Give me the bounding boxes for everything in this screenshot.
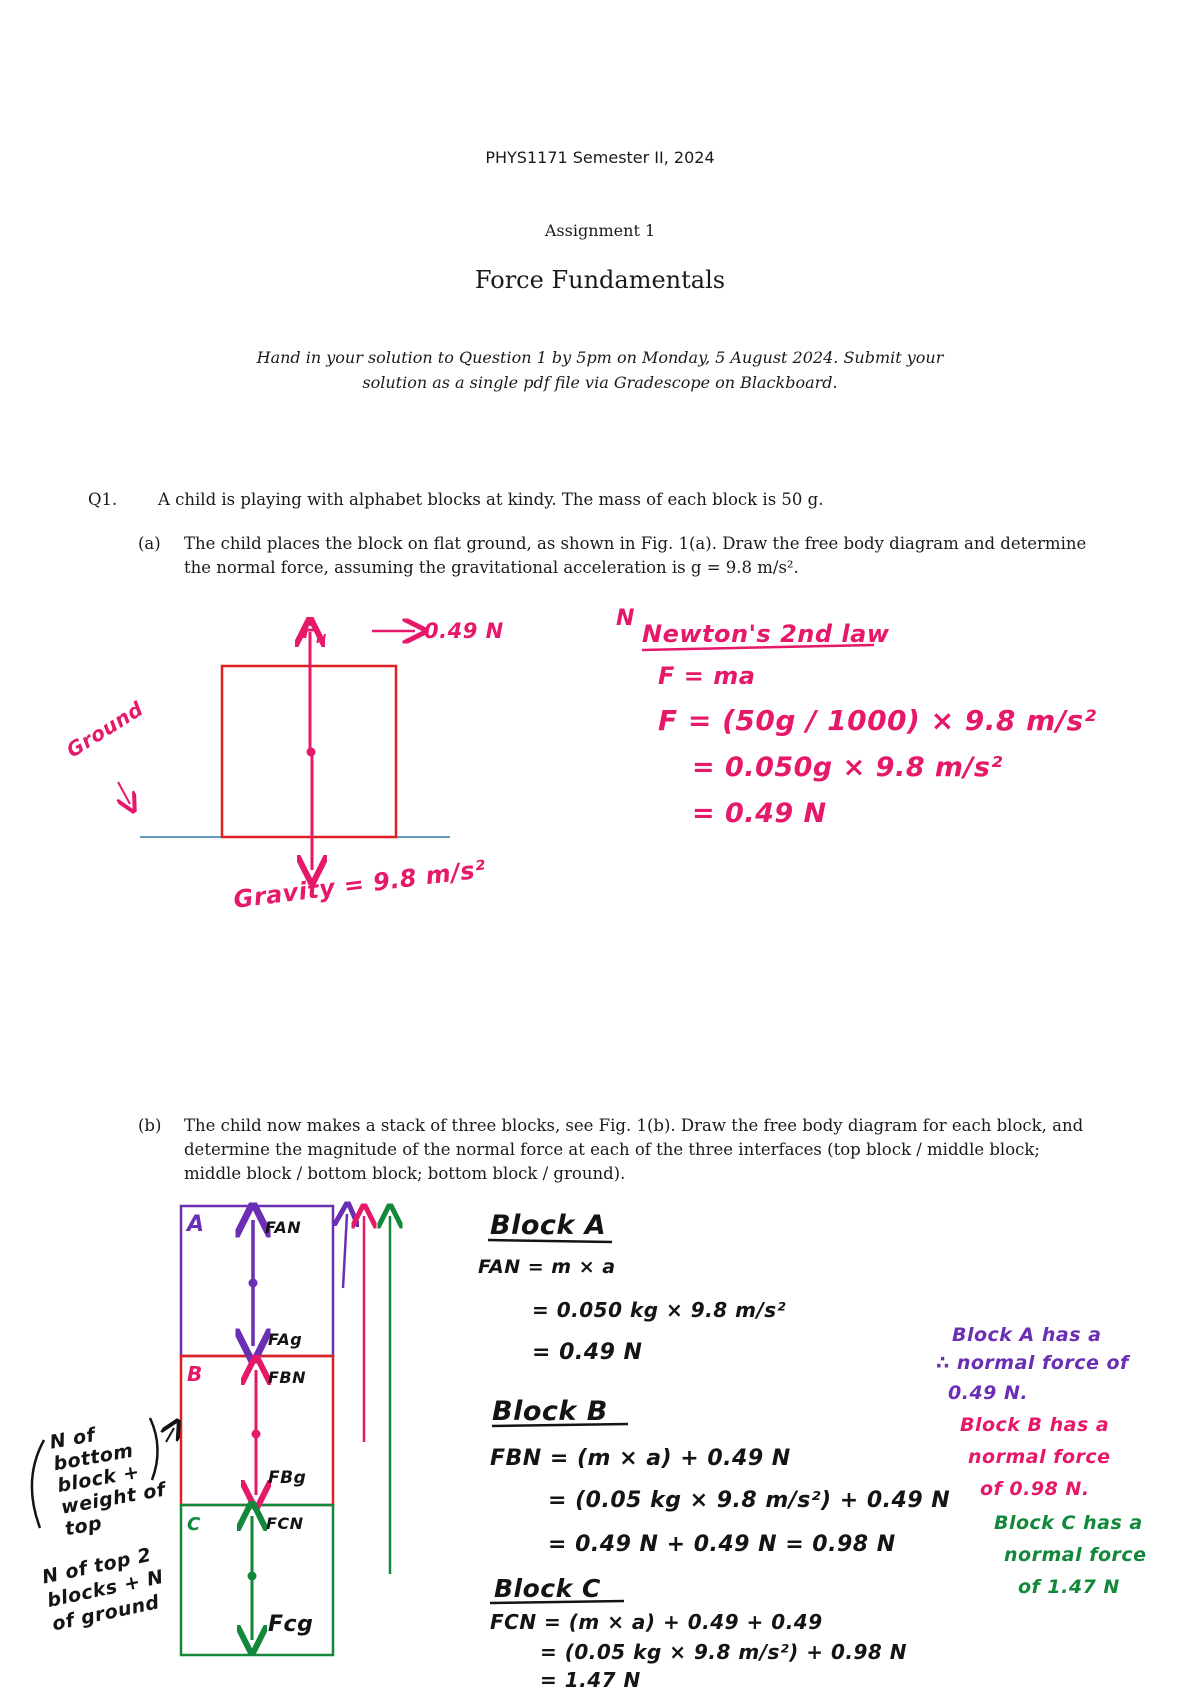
- side-note-bottom-block: N of bottom block + weight of top: [48, 1424, 168, 1541]
- side-note-bracket: [32, 1440, 44, 1528]
- assignment-label: Assignment 1: [544, 221, 656, 240]
- part-a-text-line-1: The child places the block on flat ground, as shown in Fig. 1(a). Draw the free body diagram and determine: [184, 534, 1087, 553]
- eq-f-sub: F = (50g / 1000) × 9.8 m/s²: [658, 704, 1097, 737]
- block-b-eq1: FBN = (m × a) + 0.49 N: [490, 1446, 791, 1471]
- fan-label: FAN: [265, 1218, 302, 1237]
- block-c-heading: Block C: [494, 1574, 601, 1603]
- part-b-text-line-3: middle block / bottom block; bottom block / ground).: [184, 1164, 626, 1183]
- summary-b-line-2: normal force: [968, 1446, 1111, 1468]
- instructions-line-1: Hand in your solution to Question 1 by 5pm on Monday, 5 August 2024. Submit your: [256, 348, 944, 367]
- course-header: PHYS1171 Semester II, 2024: [485, 148, 715, 167]
- summary-b-line-1: Block B has a: [960, 1414, 1110, 1436]
- block-a-letter: A: [187, 1212, 205, 1237]
- page-title: Force Fundamentals: [474, 266, 726, 294]
- fag-label: FAg: [268, 1330, 303, 1349]
- eq-step: = 0.050g × 9.8 m/s²: [692, 752, 1003, 783]
- fcg-label: Fcg: [268, 1612, 314, 1637]
- stack-arrow-purple: [343, 1214, 347, 1288]
- ground-pointer: [118, 782, 130, 804]
- summary-a-line-3: 0.49 N.: [948, 1382, 1029, 1404]
- part-b-text-line-1: The child now makes a stack of three blocks, see Fig. 1(b). Draw the free body diagram for each block, and: [184, 1116, 1084, 1135]
- summary-c-line-2: normal force: [1004, 1544, 1147, 1566]
- block-c-letter: C: [187, 1514, 201, 1535]
- block-a-heading: Block A: [490, 1210, 607, 1241]
- question-number: Q1.: [88, 490, 118, 509]
- fn-value: 0.49 N: [424, 619, 504, 643]
- summary-a-line-2: ∴ normal force of: [936, 1352, 1129, 1374]
- side-note-pointer: [166, 1428, 174, 1442]
- block-b-eq2: = (0.05 kg × 9.8 m/s²) + 0.49 N: [548, 1488, 951, 1513]
- block-b-eq3: = 0.49 N + 0.49 N = 0.98 N: [548, 1532, 896, 1557]
- block-a-eq2: = 0.050 kg × 9.8 m/s²: [532, 1298, 786, 1322]
- eq-f-ma: F = ma: [658, 662, 756, 690]
- summary-c-line-1: Block C has a: [994, 1512, 1143, 1534]
- fcn-label: FCN: [266, 1514, 304, 1533]
- part-b-text-line-2: determine the magnitude of the normal force at each of the three interfaces (top block / middle block;: [184, 1140, 1040, 1159]
- center-dot: [307, 748, 316, 757]
- summary-b-line-3: of 0.98 N.: [980, 1478, 1090, 1500]
- fbg-label: FBg: [268, 1468, 307, 1488]
- part-b-label: (b): [138, 1116, 162, 1135]
- block-c-eq3: = 1.47 N: [540, 1668, 641, 1692]
- block-b-heading: Block B: [492, 1396, 608, 1427]
- instructions-line-2: solution as a single pdf file via Gradescope on Blackboard.: [362, 373, 838, 392]
- block-c-eq1: FCN = (m × a) + 0.49 + 0.49: [490, 1610, 823, 1634]
- block-a-eq3: = 0.49 N: [532, 1340, 643, 1365]
- summary-c-line-3: of 1.47 N: [1018, 1576, 1120, 1598]
- gravity-label: Gravity = 9.8 m/s²: [232, 855, 488, 914]
- part-a-label: (a): [138, 534, 161, 553]
- block-c-eq2: = (0.05 kg × 9.8 m/s²) + 0.98 N: [540, 1640, 908, 1664]
- eq-result: = 0.49 N: [692, 798, 827, 829]
- summary-a-line-1: Block A has a: [952, 1324, 1102, 1346]
- n-mark: N: [616, 606, 635, 631]
- fn-label: $F_N$: [302, 619, 327, 646]
- block-a-eq1: FAN = m × a: [478, 1256, 616, 1278]
- law-heading: Newton's 2nd law: [642, 620, 890, 648]
- part-a-text-line-2: the normal force, assuming the gravitational acceleration is g = 9.8 m/s².: [184, 558, 799, 577]
- question-intro: A child is playing with alphabet blocks at kindy. The mass of each block is 50 g.: [158, 490, 824, 509]
- ground-label: Ground: [62, 696, 148, 763]
- fbn-label: FBN: [268, 1368, 307, 1387]
- block-b-letter: B: [187, 1362, 203, 1386]
- side-note-top-blocks: N of top 2 blocks + N of ground: [40, 1543, 166, 1636]
